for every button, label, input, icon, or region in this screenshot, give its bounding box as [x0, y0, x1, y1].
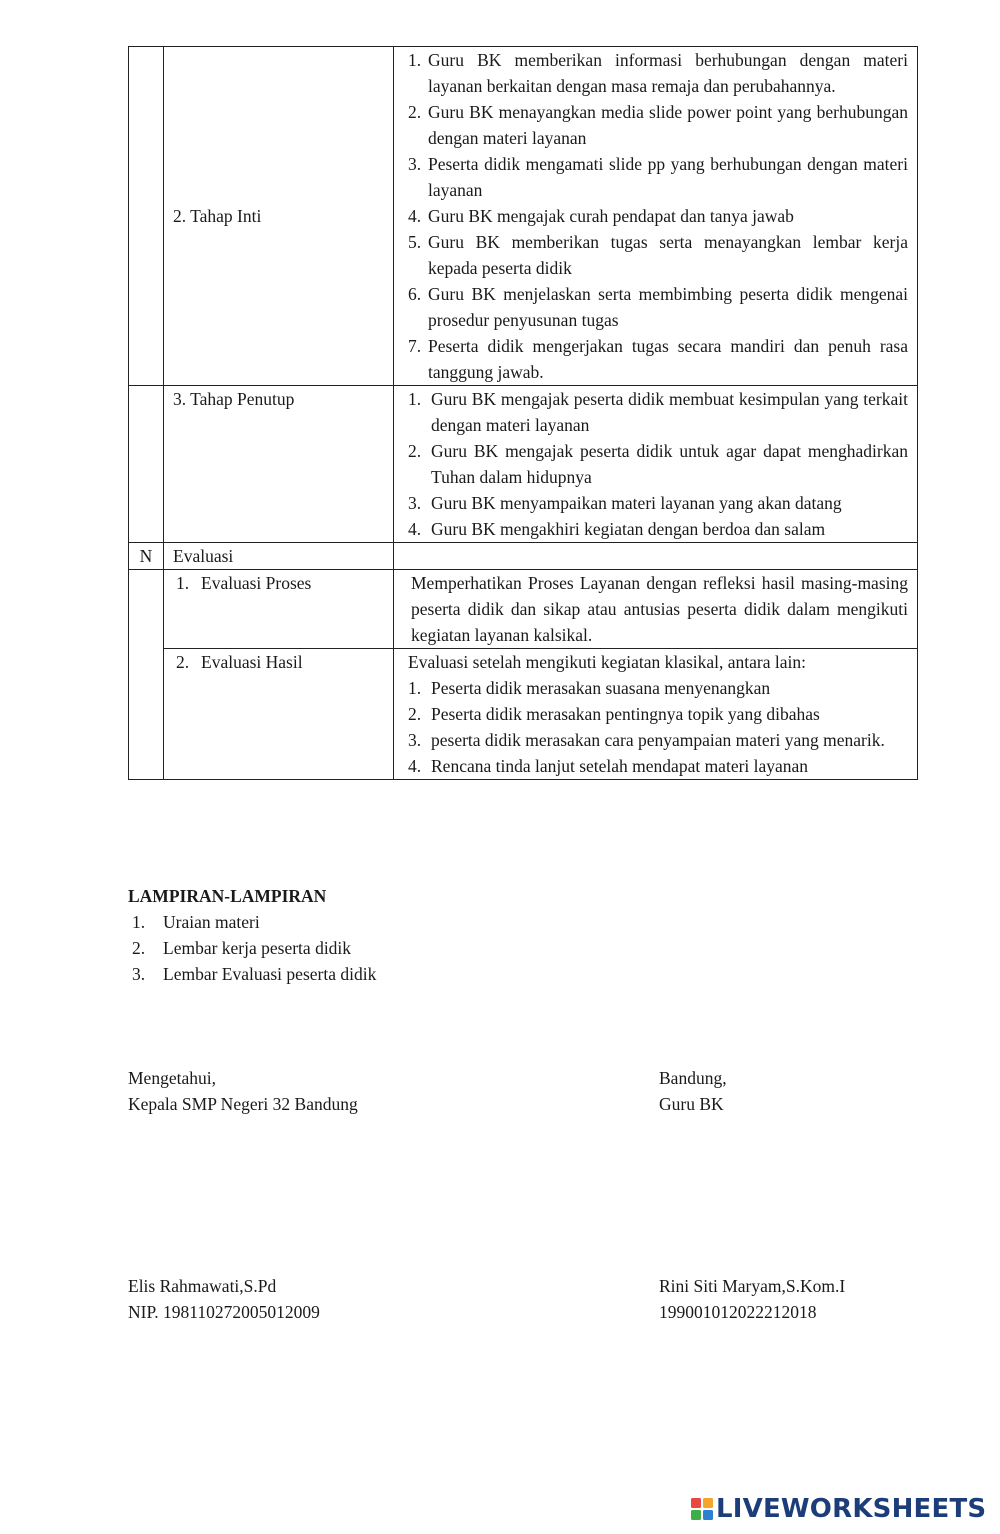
sig-left-id: NIP. 198110272005012009	[128, 1302, 320, 1322]
penutup-step-number: 2.	[408, 441, 422, 461]
inti-step-text: Guru BK memberikan tugas serta menayangkan lembar kerja kepada peserta didik	[428, 232, 908, 278]
penutup-step	[408, 386, 908, 438]
inti-marker-cell	[129, 47, 164, 386]
proses-label-cell	[164, 570, 394, 649]
penutup-steps-list	[408, 386, 908, 542]
penutup-marker-cell	[129, 386, 164, 543]
inti-label-cell	[164, 47, 394, 386]
hasil-item-number: 4.	[408, 756, 422, 776]
inti-step-text: Peserta didik mengamati slide pp yang berhubungan dengan materi layanan	[428, 154, 908, 200]
proses-number: 1.	[176, 573, 190, 593]
sig-right-line2: Guru BK	[659, 1094, 724, 1114]
hasil-item-text: Peserta didik merasakan pentingnya topik yang dibahas	[431, 704, 820, 724]
logo-block-3	[691, 1510, 701, 1520]
logo-block-4	[703, 1510, 713, 1520]
hasil-item	[408, 727, 908, 753]
liveworksheets-wordmark: LIVEWORKSHEETS	[716, 1494, 987, 1524]
penutup-step-number: 4.	[408, 519, 422, 539]
penutup-step	[408, 516, 908, 542]
sig-right-name: Rini Siti Maryam,S.Kom.I	[659, 1276, 846, 1296]
sig-left-name: Elis Rahmawati,S.Pd	[128, 1276, 277, 1296]
hasil-item	[408, 675, 908, 701]
inti-step-number: 4.	[408, 206, 422, 226]
inti-step-text: Peserta didik mengerjakan tugas secara mandiri dan penuh rasa tanggung jawab.	[428, 336, 908, 382]
hasil-items-list	[408, 675, 908, 779]
inti-step	[408, 281, 908, 333]
row-tahap-penutup	[129, 386, 918, 543]
evaluasi-marker-cell	[129, 543, 164, 570]
hasil-title: Evaluasi Hasil	[201, 652, 303, 672]
inti-step	[408, 229, 908, 281]
inti-step-number: 7.	[408, 336, 422, 356]
penutup-step-text: Guru BK mengajak peserta didik membuat kesimpulan yang terkait dengan materi layanan	[431, 389, 908, 435]
lampiran-item	[132, 935, 376, 961]
inti-step-text: Guru BK menjelaskan serta membimbing peserta didik mengenai prosedur penyusunan tugas	[428, 284, 908, 330]
inti-step-text: Guru BK menayangkan media slide power point yang berhubungan dengan materi layanan	[428, 102, 908, 148]
hasil-number: 2.	[176, 652, 190, 672]
penutup-label-cell	[164, 386, 394, 543]
liveworksheets-blocks-icon	[690, 1497, 714, 1521]
hasil-item-number: 3.	[408, 730, 422, 750]
sig-left-line1: Mengetahui,	[128, 1068, 216, 1088]
inti-steps-list	[408, 47, 908, 385]
hasil-label-cell	[164, 649, 394, 780]
proses-title: Evaluasi Proses	[201, 573, 312, 593]
row-evaluasi-proses	[129, 570, 918, 649]
lampiran-item	[132, 961, 376, 987]
penutup-step-text: Guru BK mengakhiri kegiatan dengan berdoa dan salam	[431, 519, 826, 539]
hasil-item-text: Rencana tinda lanjut setelah mendapat materi layanan	[431, 756, 809, 776]
inti-step-number: 2.	[408, 102, 422, 122]
penutup-step-number: 3.	[408, 493, 422, 513]
inti-step-number: 1.	[408, 50, 422, 70]
sig-right-id: 199001012022212018	[659, 1302, 817, 1322]
lampiran-item-text: Uraian materi	[163, 912, 260, 932]
inti-step-number: 6.	[408, 284, 422, 304]
lampiran-item-text: Lembar kerja peserta didik	[163, 938, 352, 958]
hasil-item-text: Peserta didik merasakan suasana menyenangkan	[431, 678, 771, 698]
inti-step	[408, 151, 908, 203]
logo-block-2	[703, 1498, 713, 1508]
lampiran-title: LAMPIRAN-LAMPIRAN	[128, 886, 327, 906]
penutup-step-text: Guru BK menyampaikan materi layanan yang akan datang	[431, 493, 842, 513]
proses-label	[173, 570, 393, 596]
row-evaluasi-header	[129, 543, 918, 570]
lampiran-item-number: 3.	[132, 964, 146, 984]
hasil-label	[173, 649, 393, 675]
proses-text: Memperhatikan Proses Layanan dengan refleksi hasil masing-masing peserta didik dan sikap atau antusias peserta didik dalam mengikuti kegiatan layanan kalsikal.	[411, 573, 908, 645]
liveworksheets-logo	[690, 1493, 986, 1525]
lampiran-list	[132, 909, 376, 987]
hasil-item	[408, 753, 908, 779]
hasil-item-number: 1.	[408, 678, 422, 698]
lampiran-item-number: 2.	[132, 938, 146, 958]
lampiran-item-number: 1.	[132, 912, 146, 932]
signature-right-footer	[659, 1273, 845, 1325]
penutup-step-number: 1.	[408, 389, 422, 409]
evaluasi-empty-cell	[394, 543, 918, 570]
sig-right-line1: Bandung,	[659, 1068, 727, 1088]
penutup-step	[408, 490, 908, 516]
inti-step-text: Guru BK memberikan informasi berhubungan dengan materi layanan berkaitan dengan masa remaja dan perubahannya.	[428, 50, 908, 96]
inti-step	[408, 47, 908, 99]
hasil-marker-cell	[129, 649, 164, 780]
inti-steps-cell	[394, 47, 918, 386]
penutup-label: 3. Tahap Penutup	[173, 389, 295, 409]
proses-text-cell	[394, 570, 918, 649]
sig-left-line2: Kepala SMP Negeri 32 Bandung	[128, 1094, 358, 1114]
hasil-text-cell	[394, 649, 918, 780]
logo-block-1	[691, 1498, 701, 1508]
lampiran-item	[132, 909, 376, 935]
signature-right-header	[659, 1065, 727, 1117]
row-tahap-inti	[129, 47, 918, 386]
lampiran-item-text: Lembar Evaluasi peserta didik	[163, 964, 377, 984]
evaluasi-label: Evaluasi	[173, 546, 234, 566]
inti-step-number: 3.	[408, 154, 422, 174]
evaluasi-marker: N	[139, 546, 153, 566]
inti-step-number: 5.	[408, 232, 422, 252]
proses-marker-cell	[129, 570, 164, 649]
activity-table	[128, 46, 918, 780]
inti-step	[408, 203, 908, 229]
inti-step	[408, 99, 908, 151]
hasil-item-number: 2.	[408, 704, 422, 724]
penutup-step	[408, 438, 908, 490]
hasil-intro: Evaluasi setelah mengikuti kegiatan klasikal, antara lain:	[408, 652, 806, 672]
signature-left-footer	[128, 1273, 320, 1325]
inti-label: 2. Tahap Inti	[173, 206, 262, 226]
penutup-step-text: Guru BK mengajak peserta didik untuk agar dapat menghadirkan Tuhan dalam hidupnya	[431, 441, 908, 487]
hasil-item-text: peserta didik merasakan cara penyampaian materi yang menarik.	[431, 730, 885, 750]
evaluasi-label-cell	[164, 543, 394, 570]
inti-step	[408, 333, 908, 385]
hasil-item	[408, 701, 908, 727]
inti-step-text: Guru BK mengajak curah pendapat dan tanya jawab	[428, 206, 794, 226]
signature-left-header	[128, 1065, 358, 1117]
penutup-steps-cell	[394, 386, 918, 543]
row-evaluasi-hasil	[129, 649, 918, 780]
